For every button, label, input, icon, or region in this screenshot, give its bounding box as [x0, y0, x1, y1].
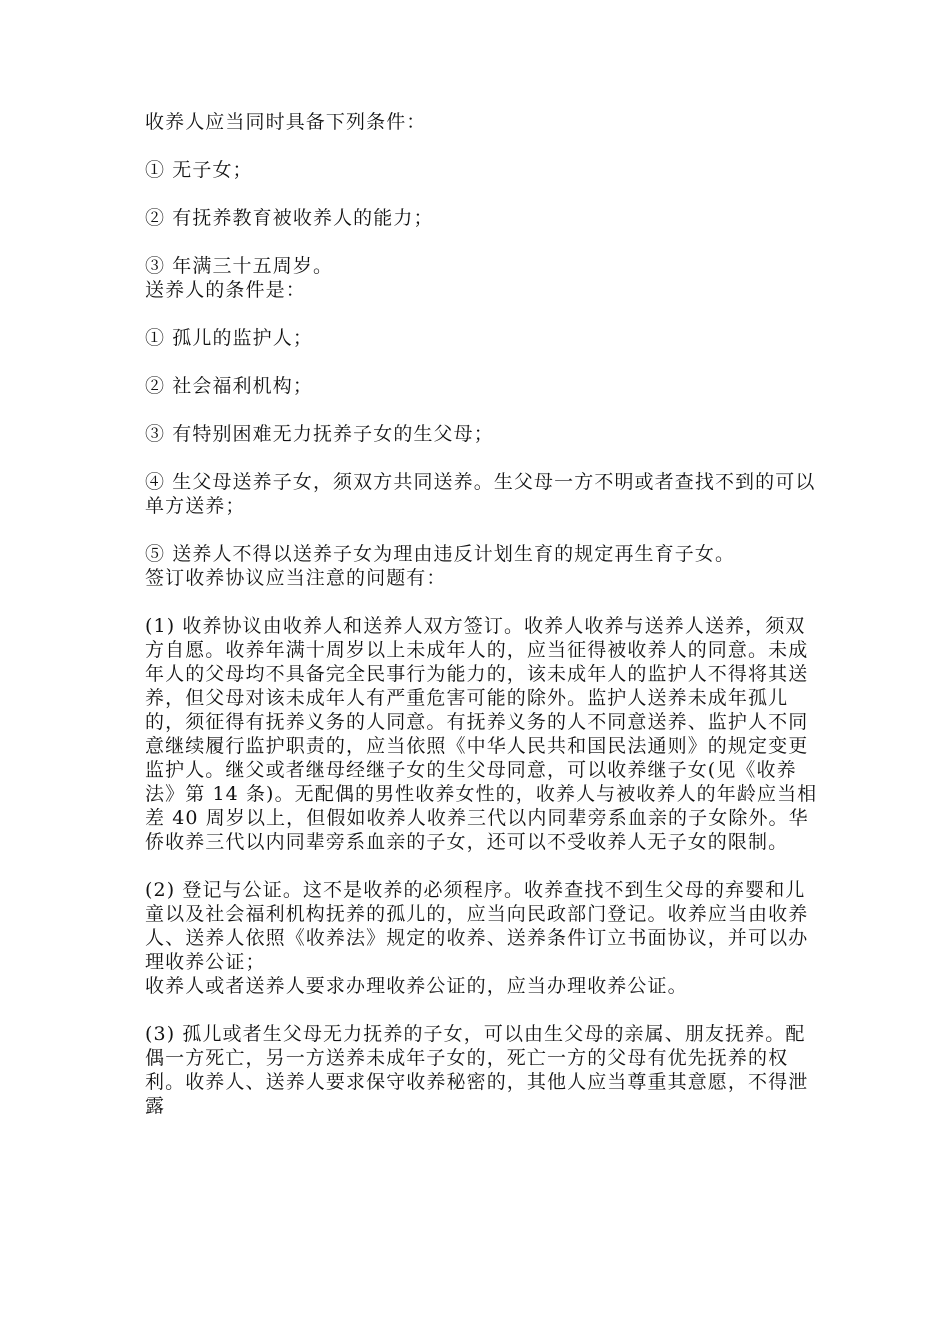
placer-condition-4: ④ 生父母送养子女，须双方共同送养。生父母一方不明或者查找不到的可以单方送养； [145, 471, 816, 517]
adopter-conditions-heading: 收养人应当同时具备下列条件： [145, 111, 427, 133]
agreement-note-2-continued: 收养人或者送养人要求办理收养公证的，应当办理收养公证。 [145, 975, 688, 997]
adopter-condition-3: ③ 年满三十五周岁。 [145, 255, 334, 277]
placer-conditions-heading: 送养人的条件是： [145, 279, 306, 301]
placer-condition-5: ⑤ 送养人不得以送养子女为理由违反计划生育的规定再生育子女。 [145, 543, 736, 565]
adopter-condition-1: ① 无子女； [145, 159, 253, 181]
placer-condition-1: ① 孤儿的监护人； [145, 327, 313, 349]
adopter-condition-2: ② 有抚养教育被收养人的能力； [145, 207, 434, 229]
agreement-notes-heading: 签订收养协议应当注意的问题有： [145, 567, 447, 589]
agreement-note-2: (2) 登记与公证。这不是收养的必须程序。收养查找不到生父母的弃婴和儿童以及社会福利机构抚养的孤儿的，应当向民政部门登记。收养应当由收养人、送养人依照《收养法》规定的收养、送养条件订立书面协议，并可以办理收养公证； [145, 879, 809, 973]
agreement-note-3: (3) 孤儿或者生父母无力抚养的子女，可以由生父母的亲属、朋友抚养。配偶一方死亡，另一方送养未成年子女的，死亡一方的父母有优先抚养的权利。收养人、送养人要求保守收养秘密的，其他人应当尊重其意愿，不得泄露 [145, 1023, 809, 1117]
document-page [145, 110, 825, 1118]
placer-condition-3: ③ 有特别困难无力抚养子女的生父母； [145, 423, 494, 445]
placer-condition-2: ② 社会福利机构； [145, 375, 313, 397]
agreement-note-1: (1) 收养协议由收养人和送养人双方签订。收养人收养与送养人送养，须双方自愿。收养年满十周岁以上未成年人的，应当征得被收养人的同意。未成年人的父母均不具备完全民事行为能力的，该未成年人的监护人不得将其送养，但父母对该未成年人有严重危害可能的除外。监护人送养未成年孤儿的，须征得有抚养义务的人同意。有抚养义务的人不同意送养、监护人不同意继续履行监护职责的，应当依照《中华人民共和国民法通则》的规定变更监护人。继父或者继母经继子女的生父母同意，可以收养继子女(见《收养法》第 14 条)。无配偶的男性收养女性的，收养人与被收养人的年龄应当相差 40 周岁以上，但假如收养人收养三代以内同辈旁系血亲的子女除外。华侨收养三代以内同辈旁系血亲的子女，还可以不受收养人无子女的限制。 [145, 615, 818, 853]
